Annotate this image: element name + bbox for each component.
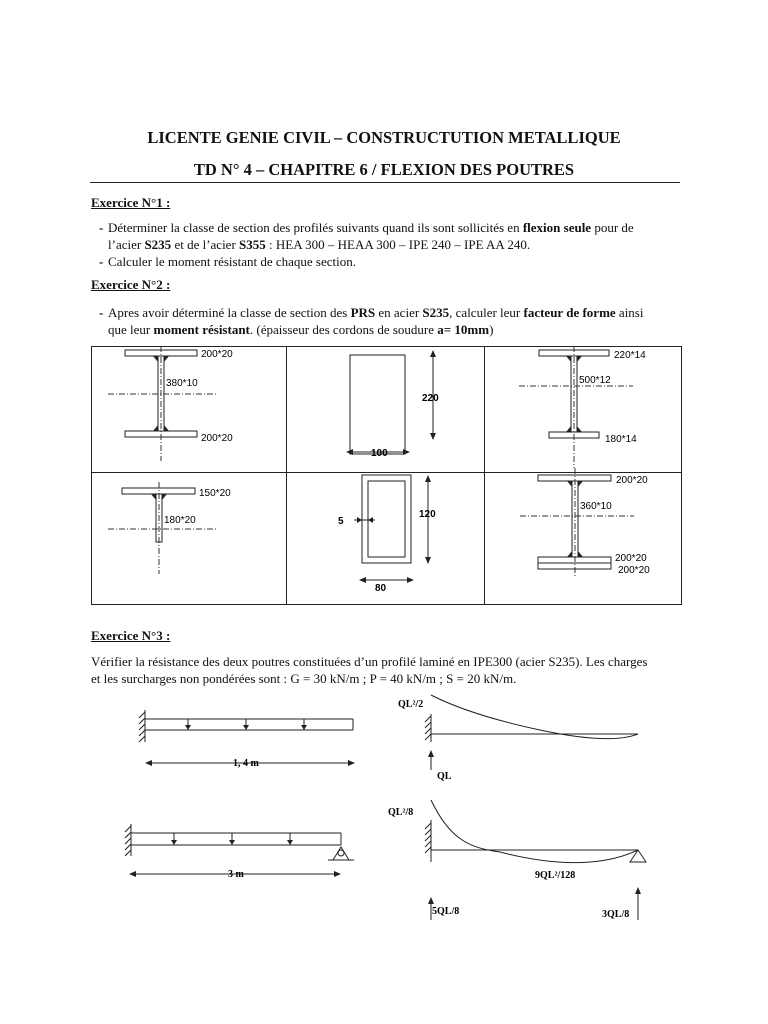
section-4-flange-label: 150*20 [199,488,231,499]
moment-2-span-label: 9QL²/128 [535,870,576,881]
section-5-thickness-label: 5 [338,516,344,527]
beam-2-span-label: 3 m [228,869,244,880]
exercise-2-bullet-1-text: Apres avoir déterminé la classe de section des PRS en acier S235, calculer leur facteur de forme ainsi que leur moment résistant. (épaisseur des cordons de soudure a= 10mm) [108,305,644,337]
section-5-hollow-rectangle [338,475,436,594]
section-2-height-label: 220 [422,393,439,404]
exercise-1-bullet-2-text: Calculer le moment résistant de chaque section. [108,254,356,269]
bullet-dash: - [99,220,104,235]
section-2-width-label: 100 [371,448,388,459]
moment-2-support-label: QL²/8 [388,807,414,818]
section-6-web-label: 360*10 [580,501,612,512]
reaction-2-right-label: 3QL/8 [602,909,630,920]
section-3-i-beam [519,346,646,468]
section-2-rectangle [346,350,439,459]
section-4-web-label: 180*20 [164,515,196,526]
section-5-width-label: 80 [375,583,387,594]
exercise-3-text-line1: Vérifier la résistance des deux poutres constituées d’un profilé laminé en IPE300 (acier S235). Les charges [91,654,648,669]
section-1-bottom-label: 200*20 [201,433,233,444]
exercise-2-bullet-1 [99,304,679,338]
exercise-1-bullet-1 [99,219,679,253]
title-rule [90,182,680,183]
exercise-1-heading: Exercice N°1 : [91,195,171,210]
moment-diagram-2 [425,800,646,920]
moment-diagram-1 [425,695,638,770]
exercise-3-text [91,653,681,687]
section-1-i-beam [108,346,233,461]
section-4-t-beam [108,482,231,574]
exercise-3-diagrams [0,690,768,930]
section-6-bottom1-label: 200*20 [615,553,647,564]
page-title-line2: TD N° 4 – CHAPITRE 6 / FLEXION DES POUTRES [193,160,575,179]
bullet-dash: - [99,254,104,269]
bullet-dash: - [99,305,104,320]
section-3-top-label: 220*14 [614,350,646,361]
exercise-3-text-line2: et les surcharges non pondérées sont : G = 30 kN/m ; P = 40 kN/m ; S = 20 kN/m. [91,671,517,686]
section-6-top-label: 200*20 [616,475,648,486]
section-1-web-label: 380*10 [166,378,198,389]
exercise-1-bullet-2 [99,253,679,270]
sections-grid [91,346,683,606]
beam-2-propped [125,824,354,860]
section-3-bottom-label: 180*14 [605,434,637,445]
section-1-top-label: 200*20 [201,349,233,360]
exercise-2-heading: Exercice N°2 : [91,277,171,292]
reaction-1-label: QL [437,771,452,782]
page-title-line1: LICENTE GENIE CIVIL – CONSTRUCTUTION METALLIQUE [147,128,621,147]
exercise-3-heading: Exercice N°3 : [91,628,171,643]
section-5-height-label: 120 [419,509,436,520]
section-6-bottom2-label: 200*20 [618,565,650,576]
reaction-2-left-label: 5QL/8 [432,906,460,917]
section-6-i-beam [520,468,650,578]
moment-1-label: QL²/2 [398,699,424,710]
section-3-web-label: 500*12 [579,375,611,386]
exercise-1-bullet-1-text: Déterminer la classe de section des profilés suivants quand ils sont sollicités en flexion seule pour de l’acier S235 et de l’acier S355 : HEA 300 – HEAA 300 – IPE 240 – IPE AA 240. [108,220,634,252]
beam-1-span-label: 1, 4 m [233,758,259,769]
